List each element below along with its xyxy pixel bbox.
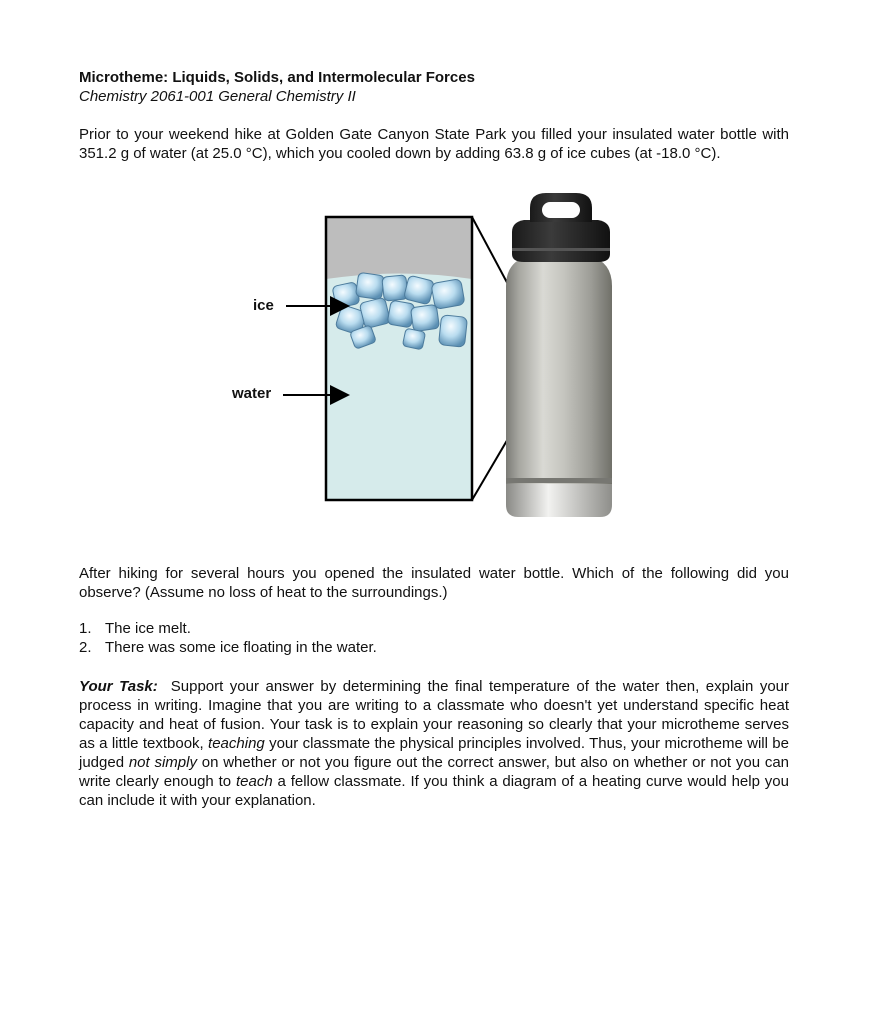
task-text-4: a fellow classmate. If you think a diagram of a heating curve would help you can include it with your explanation. [79, 773, 789, 809]
list-item [79, 619, 789, 638]
water-label: water [232, 385, 272, 402]
task-text-2: your classmate the physical principles involved. Thus, your microtheme will be judged [79, 735, 789, 771]
task-emphasis-teach: teach [235, 773, 273, 790]
ice-label: ice [253, 297, 274, 314]
container-cross-section [326, 217, 472, 500]
option-number: 1. [79, 620, 92, 637]
option-text: The ice melt. [105, 620, 191, 637]
option-number: 2. [79, 639, 92, 656]
water-bottle-image [506, 193, 612, 517]
list-item [79, 638, 789, 657]
question-paragraph: After hiking for several hours you opened the insulated water bottle. Which of the following did you observe? (Assume no loss of heat to the surroundings.) [79, 565, 789, 601]
document-page [79, 68, 790, 809]
zoom-line-bottom [472, 408, 526, 500]
intro-paragraph: Prior to your weekend hike at Golden Gate Canyon State Park you filled your insulated water bottle with 351.2 g of water (at 25.0 °C), which you cooled down by adding 63.8 g of ice cubes (at -18.0 °C). [79, 126, 789, 162]
task-heading: Your Task: [79, 678, 158, 695]
task-text-1: Support your answer by determining the final temperature of the water then, explain your process in writing. Imagine that you are writing to a classmate who doesn't yet understand specific heat capacity and heat of fusion. Your task is to explain your reasoning so clearly that your microtheme serves as a little textbook, [79, 678, 789, 752]
task-text-3: on whether or not you figure out the correct answer, but also on whether or not you can write clearly enough to [79, 754, 790, 790]
zoom-line-top [472, 217, 526, 318]
option-text: There was some ice floating in the water. [105, 639, 377, 656]
task-emphasis-teaching: teaching [208, 735, 265, 752]
task-paragraph [79, 677, 789, 810]
task-emphasis-not-simply: not simply [128, 754, 197, 771]
page-title: Microtheme: Liquids, Solids, and Intermolecular Forces [79, 69, 475, 86]
course-subtitle: Chemistry 2061-001 General Chemistry II [79, 88, 356, 105]
answer-options-list [79, 619, 789, 657]
ice-cubes [332, 272, 468, 350]
